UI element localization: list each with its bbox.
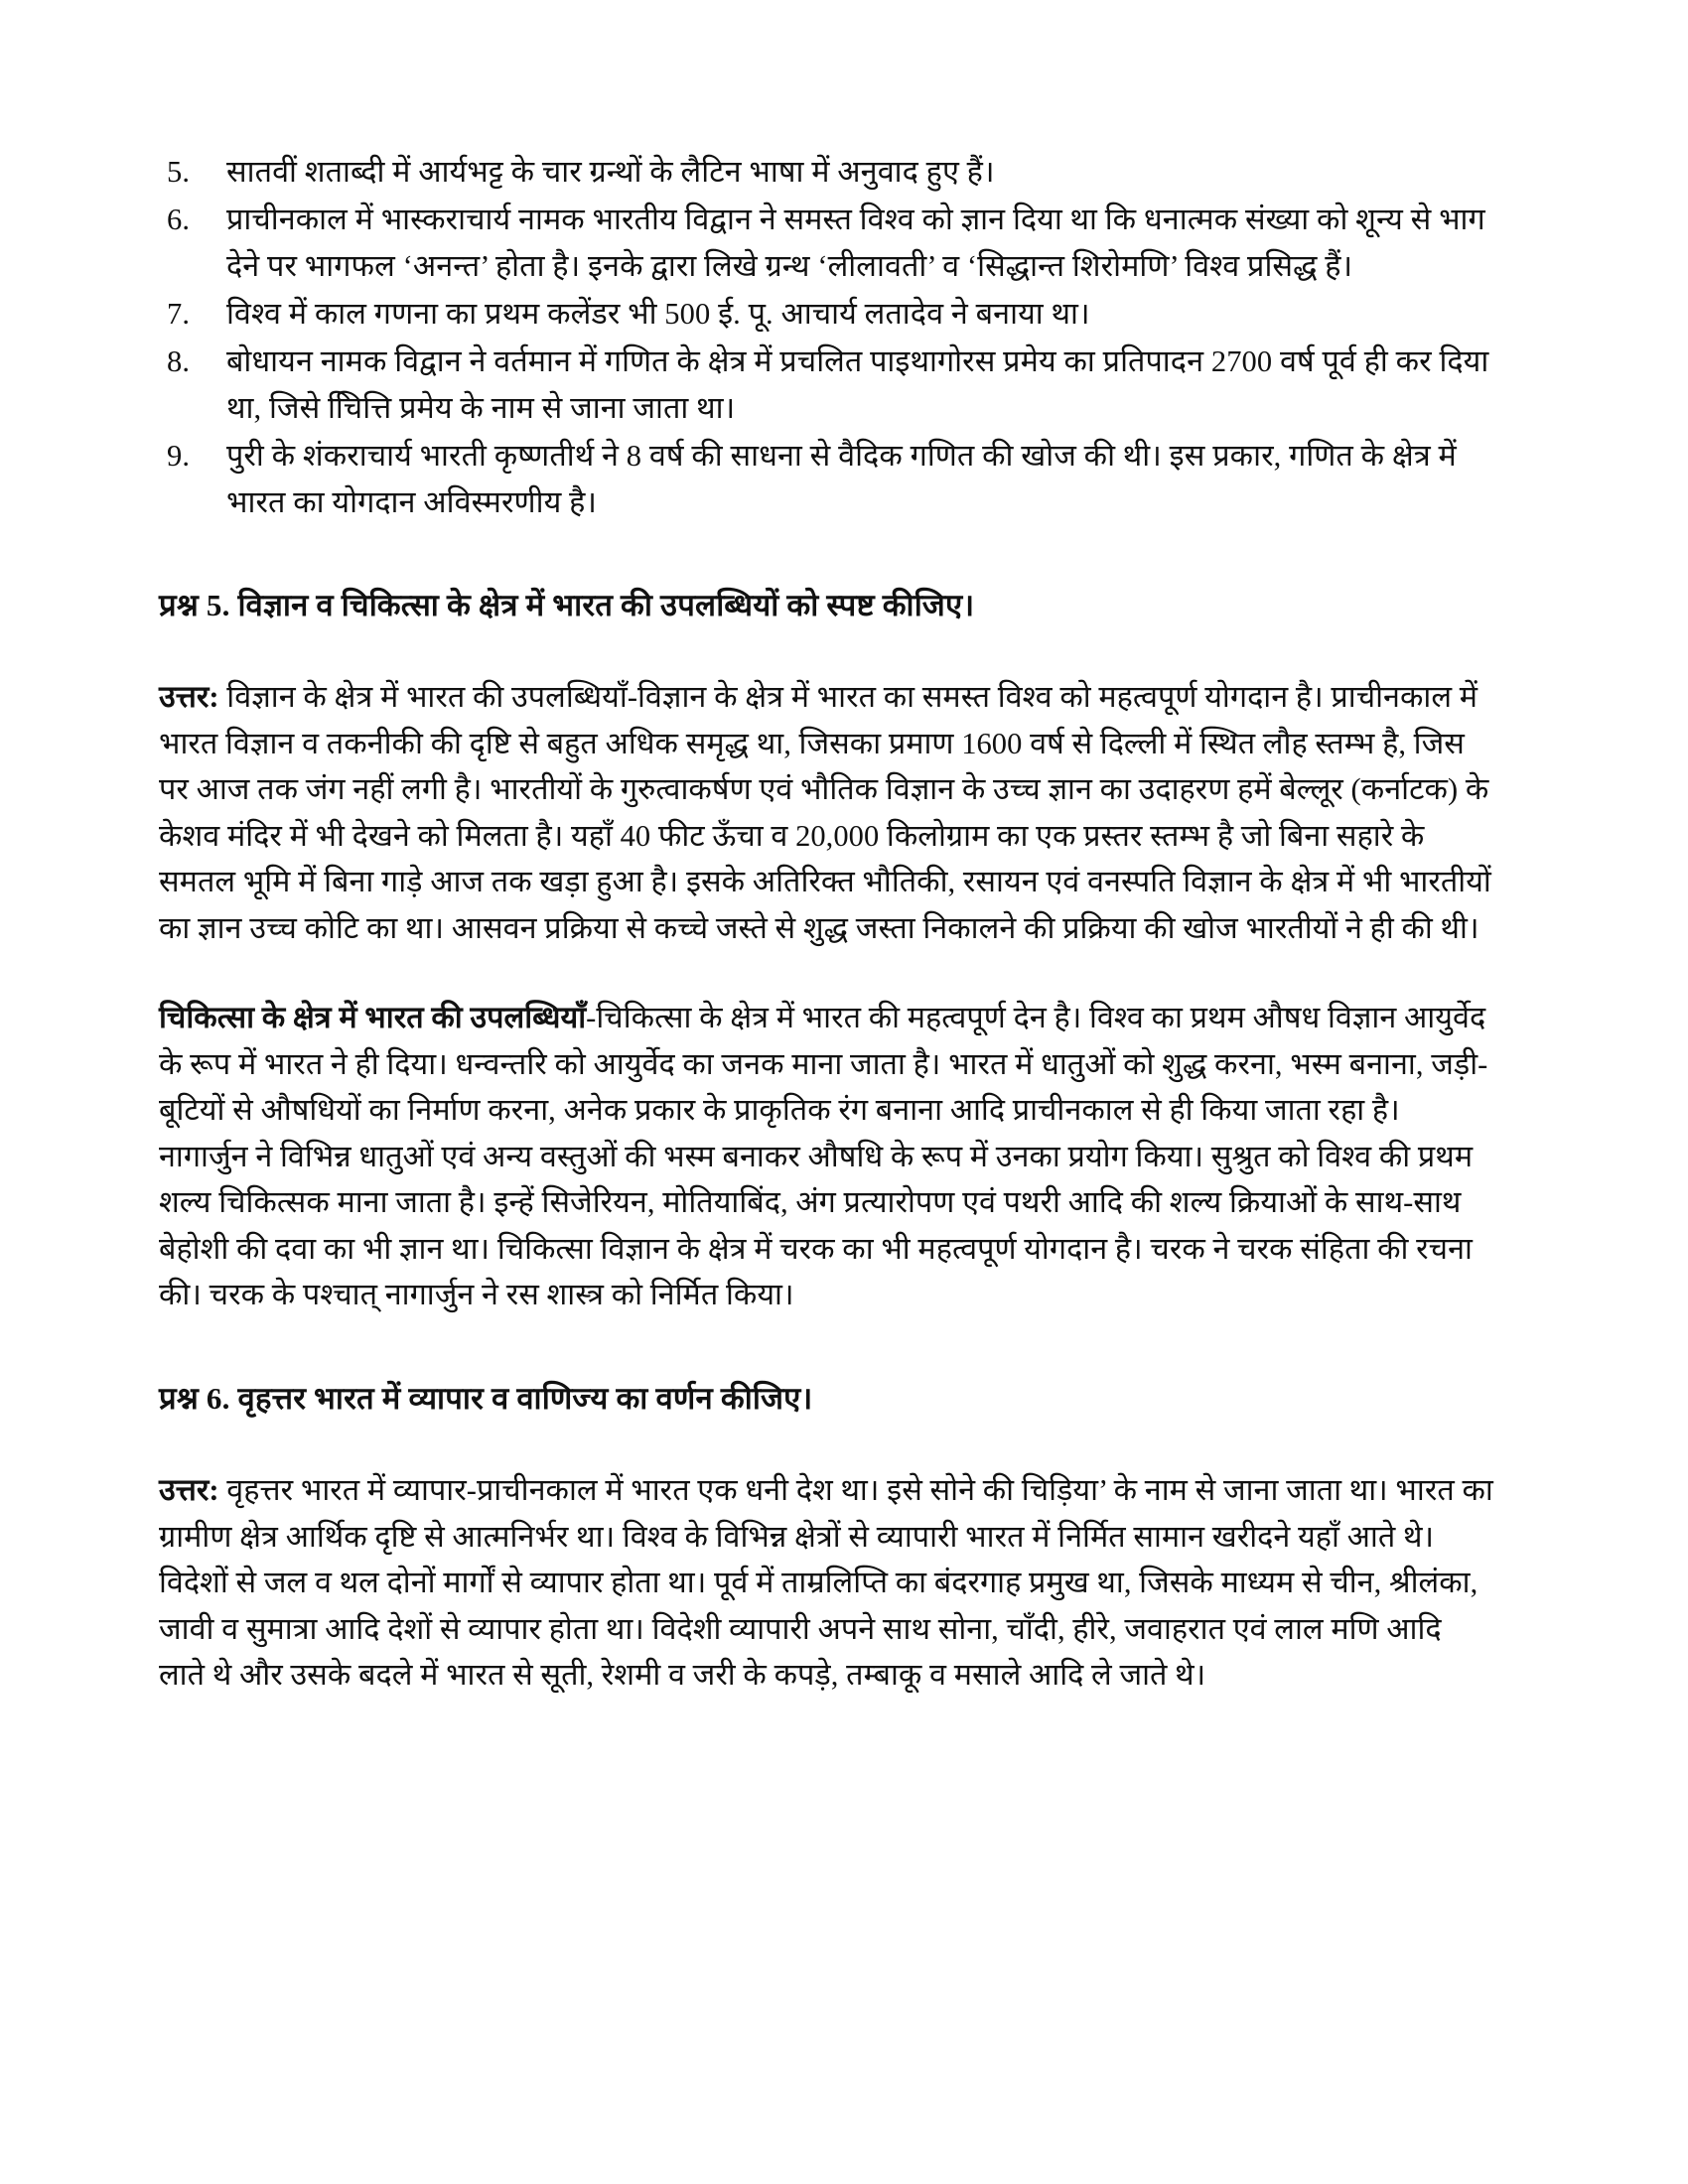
- answer-text: वृहत्तर भारत में व्यापार-प्राचीनकाल में भारत एक धनी देश था। इसे सोने की चिड़िया’ के नाम से जाना जाता था। भारत का ग्रामीण क्षेत्र आर्थिक दृष्टि से आत्मनिर्भर था। विश्व के विभिन्न क्षेत्रों से व्यापारी भारत में निर्मित सामान खरीदने यहाँ आते थे। विदेशों से जल व थल दोनों मार्गों से व्यापार होता था। पूर्व में ताम्रलिप्ति का बंदरगाह प्रमुख था, जिसके माध्यम से चीन, श्रीलंका, जावी व सुमात्रा आदि देशों से व्यापार होता था। विदेशी व्यापारी अपने साथ सोना, चाँदी, हीरे, जवाहरात एवं लाल मणि आदि लाते थे और उसके बदले में भारत से सूती, रेशमी व जरी के कपड़े, तम्बाकू व मसाले आदि ले जाते थे।: [159, 1473, 1493, 1693]
- medicine-achievements-paragraph: [159, 995, 1494, 1318]
- list-item: [159, 149, 1494, 195]
- list-item: [159, 433, 1494, 525]
- question-6-heading: प्रश्न 6. वृहत्तर भारत में व्यापार व वाणिज्य का वर्णन कीजिए।: [159, 1380, 813, 1416]
- list-item: [159, 197, 1494, 289]
- answer-text: विज्ञान के क्षेत्र में भारत की उपलब्धियाँ-विज्ञान के क्षेत्र में भारत का समस्त विश्व को महत्वपूर्ण योगदान है। प्राचीनकाल में भारत विज्ञान व तकनीकी की दृष्टि से बहुत अधिक समृद्ध था, जिसका प्रमाण 1600 वर्ष से दिल्ली में स्थित लौह स्तम्भ है, जिस पर आज तक जंग नहीं लगी है। भारतीयों के गुरुत्वाकर्षण एवं भौतिक विज्ञान के उच्च ज्ञान का उदाहरण हमें बेल्लूर (कर्नाटक) के केशव मंदिर में भी देखने को मिलता है। यहाँ 40 फीट ऊँचा व 20,000 किलोग्राम का एक प्रस्तर स्तम्भ है जो बिना सहारे के समतल भूमि में बिना गाड़े आज तक खड़ा हुआ है। इसके अतिरिक्त भौतिकी, रसायन एवं वनस्पति विज्ञान के क्षेत्र में भी भारतीयों का ज्ञान उच्च कोटि का था। आसवन प्रक्रिया से कच्चे जस्ते से शुद्ध जस्ता निकालने की प्रक्रिया की खोज भारतीयों ने ही की थी।: [159, 680, 1491, 945]
- list-item-text: बोधायन नामक विद्वान ने वर्तमान में गणित के क्षेत्र में प्रचलित पाइथागोरस प्रमेय का प्रतिपादन 2700 वर्ष पूर्व ही कर दिया था, जिसे चिित्ति प्रमेय के नाम से जाना जाता था।: [226, 344, 1489, 425]
- page-content: [159, 149, 1494, 1699]
- list-item: [159, 339, 1494, 431]
- numbered-list: [159, 149, 1494, 525]
- list-item-text: सातवीं शताब्दी में आर्यभट्ट के चार ग्रन्थों के लैटिन भाषा में अनुवाद हुए हैं।: [226, 155, 995, 189]
- medicine-sub-heading: चिकित्सा के क्षेत्र में भारत की उपलब्धियाँ: [159, 1001, 587, 1035]
- answer-label: उत्तर:: [159, 680, 219, 715]
- list-item-text: प्राचीनकाल में भास्कराचार्य नामक भारतीय विद्वान ने समस्त विश्व को ज्ञान दिया था कि धनात्मक संख्या को शून्य से भाग देने पर भागफल ‘अनन्त’ होता है। इनके द्वारा लिखे ग्रन्थ ‘लीलावती’ व ‘सिद्धान्त शिरोमणि’ विश्व प्रसिद्ध हैं।: [226, 203, 1485, 283]
- medicine-body-text: -चिकित्सा के क्षेत्र में भारत की महत्वपूर्ण देन है। विश्व का प्रथम औषध विज्ञान आयुर्वेद के रूप में भारत ने ही दिया। धन्वन्तरि को आयुर्वेद का जनक माना जाता है। भारत में धातुओं को शुद्ध करना, भस्म बनाना, जड़ी-बूटियों से औषधियों का निर्माण करना, अनेक प्रकार के प्राकृतिक रंग बनाना आदि प्राचीनकाल से ही किया जाता रहा है। नागार्जुन ने विभिन्न धातुओं एवं अन्य वस्तुओं की भस्म बनाकर औषधि के रूप में उनका प्रयोग किया। सुश्रुत को विश्व की प्रथम शल्य चिकित्सक माना जाता है। इन्हें सिजेरियन, मोतियाबिंद, अंग प्रत्यारोपण एवं पथरी आदि की शल्य क्रियाओं के साथ-साथ बेहोशी की दवा का भी ज्ञान था। चिकित्सा विज्ञान के क्षेत्र में चरक का भी महत्वपूर्ण योगदान है। चरक ने चरक संहिता की रचना की। चरक के पश्चात् नागार्जुन ने रस शास्त्र को निर्मित किया।: [159, 1001, 1488, 1312]
- question-5-answer: [159, 674, 1494, 951]
- list-item-text: पुरी के शंकराचार्य भारती कृष्णतीर्थ ने 8 वर्ष की साधना से वैदिक गणित की खोज की थी। इस प्रकार, गणित के क्षेत्र में भारत का योगदान अविस्मरणीय है।: [226, 439, 1457, 519]
- list-item-number: 5.: [167, 155, 191, 189]
- list-item-text: विश्व में काल गणना का प्रथम कलेंडर भी 500 ई. पू. आचार्य लतादेव ने बनाया था।: [226, 297, 1090, 332]
- list-item-number: 6.: [167, 203, 191, 237]
- list-item-number: 7.: [167, 297, 191, 332]
- list-item: [159, 291, 1494, 337]
- question-6-answer: [159, 1467, 1494, 1699]
- list-item-number: 8.: [167, 344, 191, 379]
- answer-label: उत्तर:: [159, 1473, 219, 1508]
- question-5-heading: प्रश्न 5. विज्ञान व चिकित्सा के क्षेत्र में भारत की उपलब्धियों को स्पष्ट कीजिए।: [159, 587, 975, 622]
- list-item-number: 9.: [167, 439, 191, 474]
